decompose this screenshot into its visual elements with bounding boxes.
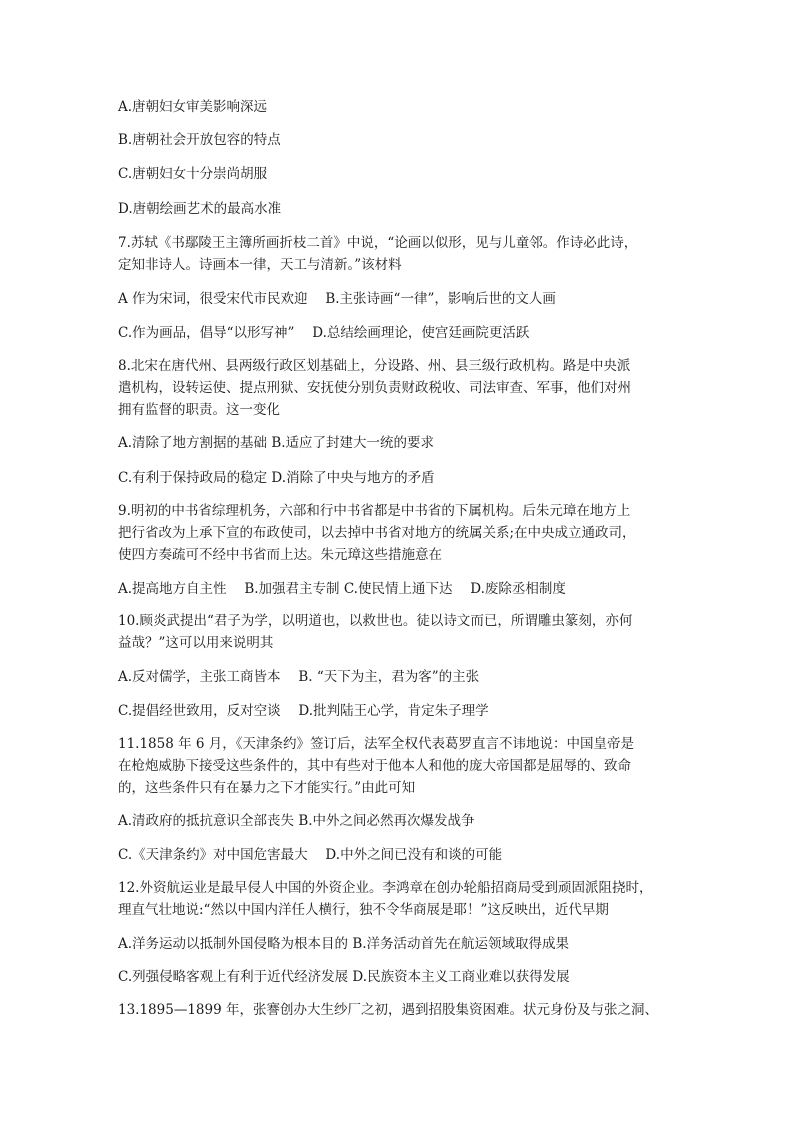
question-9-line-1: 9.明初的中书省综理机务，六部和行中书省都是中书省的下属机构。后朱元璋在地方上 — [118, 503, 631, 519]
question-7-line-1: 7.苏轼《书鄢陵王主簿所画折枝二首》中说，“论画以似形，见与儿童邻。作诗必此诗， — [118, 235, 638, 251]
option-c-q6: C.唐朝妇女十分崇尚胡服 — [118, 166, 268, 182]
question-7-line-2: 定知非诗人。诗画本一律，天工与清新。”该材料 — [118, 257, 402, 273]
question-12-line-1: 12.外资航运业是最早侵人中国的外资企业。李鸿章在创办轮船招商局受到顽固派阻挠时， — [118, 880, 653, 896]
question-11-line-2: 在枪炮威胁下接受这些条件的，其中有些对于他本人和他的庞大帝国都是屈辱的、致命 — [118, 758, 631, 774]
options-q9: A.提高地方自主性 B.加强君主专制 C.使民情上通下达 D.废除丞相制度 — [118, 581, 566, 597]
question-13-line-1: 13.1895—1899 年，张謇创办大生纱厂之初，遇到招股集资困难。状元身份及与张之洞、 — [118, 1002, 658, 1018]
question-8-line-3: 拥有监督的职责。这一变化 — [118, 402, 280, 418]
options-cd-q7: C.作为画品，倡导“以形写神” D.总结绘画理论，使宫廷画院更活跃 — [118, 325, 530, 341]
option-d-q6: D.唐朝绘画艺术的最高水准 — [118, 201, 282, 217]
option-a-q6: A.唐朝妇女审美影响深远 — [118, 99, 268, 115]
question-10-line-2: 益哉？”这可以用来说明其 — [118, 635, 274, 651]
question-8-line-2: 遣机构，设转运使、提点刑狱、安抚使分别负责财政税收、司法审查、军事，他们对州 — [118, 380, 631, 396]
option-b-q6: B.唐朝社会开放包容的特点 — [118, 132, 281, 148]
question-10-line-1: 10.顾炎武提出“君子为学，以明道也，以救世也。徒以诗文而已，所谓雕虫篆刻，亦何 — [118, 613, 633, 629]
options-ab-q7: A 作为宋词，很受宋代市民欢迎 B.主张诗画“一律”，影响后世的文人画 — [118, 291, 556, 307]
options-ab-q8: A.清除了地方割据的基础 B.适应了封建大一统的要求 — [118, 435, 435, 451]
question-8-line-1: 8.北宋在唐代州、县两级行政区划基础上，分设路、州、县三级行政机构。路是中央派 — [118, 358, 631, 374]
options-ab-q12: A.洋务运动以抵制外国侵略为根本目的 B.洋务活动首先在航运领域取得成果 — [118, 936, 570, 952]
question-9-line-2: 把行省改为上承下宣的布政使司，以去掉中书省对地方的统属关系;在中央成立通政司， — [118, 525, 636, 541]
options-cd-q10: C.提倡经世致用，反对空谈 D.批判陆王心学，肯定朱子理学 — [118, 703, 489, 719]
options-cd-q12: C.列强侵略客观上有利于近代经济发展 D.民族资本主义工商业难以获得发展 — [118, 969, 570, 985]
options-ab-q11: A.清政府的抵抗意识全部丧失 B.中外之间必然再次爆发战争 — [118, 813, 475, 829]
question-11-line-3: 的，这些条件只有在暴力之下才能实行。”由此可知 — [118, 780, 416, 796]
options-cd-q11: C.《天津条约》对中国危害最大 D.中外之间已没有和谈的可能 — [118, 847, 503, 863]
options-cd-q8: C.有利于保持政局的稳定 D.消除了中央与地方的矛盾 — [118, 470, 435, 486]
options-ab-q10: A.反对儒学，主张工商皆本 B. “天下为主，君为客”的主张 — [118, 669, 480, 685]
question-12-line-2: 理直气壮地说:“然以中国内洋任人横行，独不令华商展是耶！”这反映出，近代早期 — [118, 902, 609, 918]
question-11-line-1: 11.1858 年 6 月，《天津条约》签订后，法军全权代表葛罗直言不讳地说：中国皇帝是 — [118, 736, 635, 752]
question-9-line-3: 使四方奏疏可不经中书省而上达。朱元璋这些措施意在 — [118, 547, 442, 563]
